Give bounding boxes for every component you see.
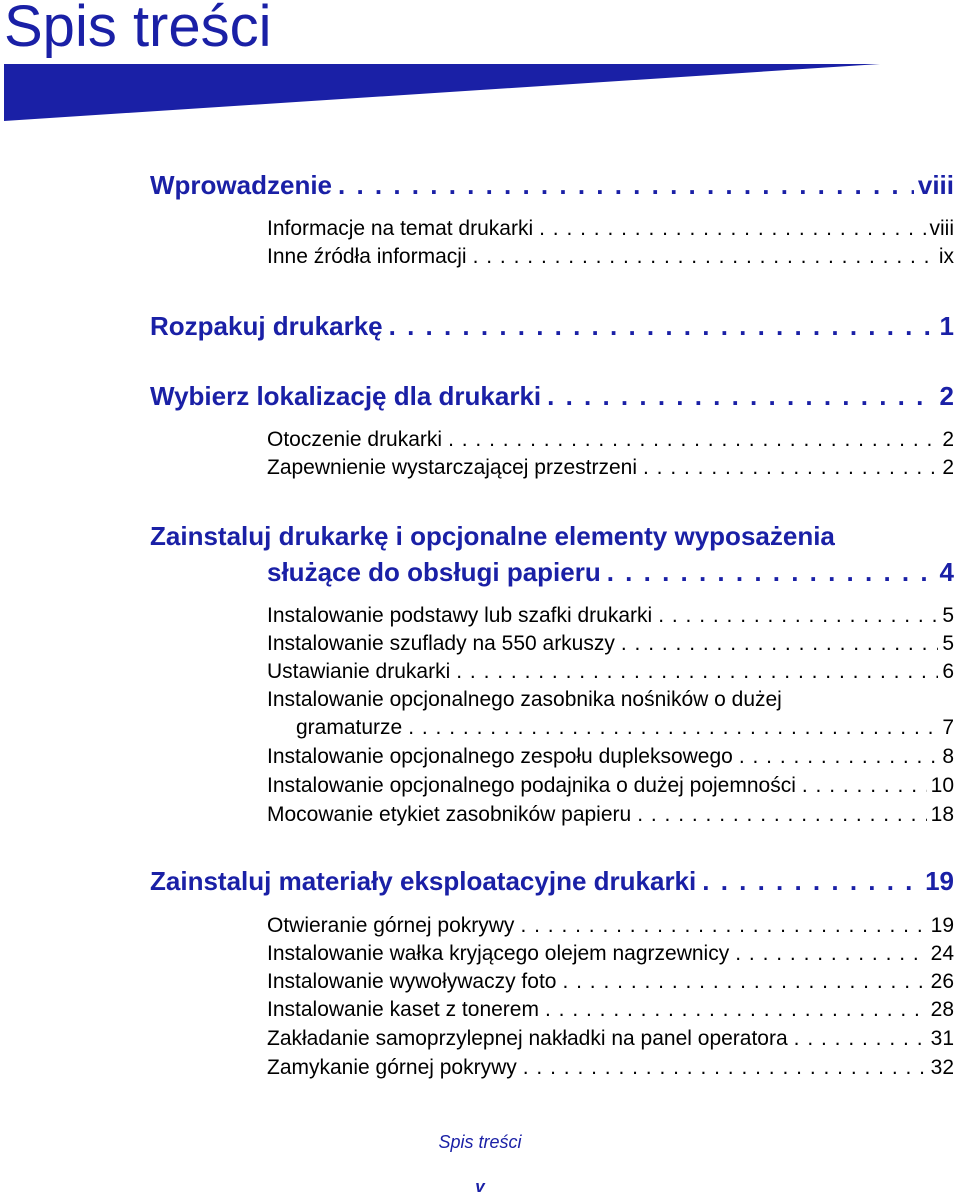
toc-chapter-intro[interactable] (150, 169, 954, 201)
toc-label: Zakładanie samoprzylepnej nakładki na panel operatora (267, 1027, 788, 1050)
toc-page-number: 26 (930, 970, 954, 993)
toc-leader (408, 715, 938, 741)
toc-section-heavy-tray[interactable] (296, 715, 954, 741)
toc-chapter-supplies[interactable] (150, 865, 954, 897)
toc-label: Wybierz lokalizację dla drukarki (150, 381, 542, 411)
toc-label: Otwieranie górnej pokrywy (267, 914, 515, 937)
toc-leader (545, 997, 927, 1023)
toc-page-number: viii (917, 170, 954, 200)
toc-section-labels[interactable] (267, 802, 954, 828)
toc-label: Zainstaluj materiały eksploatacyjne drukarki (150, 866, 697, 896)
toc-label: Rozpakuj drukarkę (150, 311, 383, 341)
toc-page-number: 24 (930, 942, 954, 965)
toc-leader (520, 913, 926, 939)
toc-page-number: viii (929, 217, 954, 240)
toc-section-heavy-tray-line1[interactable]: Instalowanie opcjonalnego zasobnika nośników o dużej (267, 688, 782, 711)
toc-leader (338, 169, 914, 201)
toc-section-duplex[interactable] (267, 744, 954, 770)
toc-leader (456, 659, 938, 685)
toc-label: Otoczenie drukarki (267, 428, 443, 451)
toc-page-number: 5 (942, 604, 954, 627)
toc-page-number: 2 (942, 456, 954, 479)
toc-label: Mocowanie etykiet zasobników papieru (267, 803, 632, 826)
toc-section-photo[interactable] (267, 969, 954, 995)
toc-page-number: 19 (930, 914, 954, 937)
toc-page-number: 18 (930, 803, 954, 826)
toc-label: Wprowadzenie (150, 170, 333, 200)
toc-page-number: 4 (939, 557, 954, 587)
toc-page-number: 2 (942, 428, 954, 451)
toc-leader (802, 773, 927, 799)
toc-leader (621, 631, 938, 657)
toc-label: Instalowanie kaset z tonerem (267, 998, 539, 1021)
toc-leader (448, 427, 938, 453)
toc-leader (523, 1055, 927, 1081)
toc-label: Instalowanie podstawy lub szafki drukarki (267, 604, 653, 627)
toc-label: Instalowanie opcjonalnego podajnika o dużej pojemności (267, 774, 796, 797)
toc-page-number: ix (938, 245, 954, 268)
header-wedge (4, 64, 880, 121)
toc-leader (607, 556, 936, 588)
toc-chapter-install-line1[interactable]: Zainstaluj drukarkę i opcjonalne elementy wyposażenia (150, 521, 835, 551)
toc-label: Informacje na temat drukarki (267, 217, 534, 240)
toc-section-close-cover[interactable] (267, 1055, 954, 1081)
toc-label: Instalowanie wałka kryjącego olejem nagrzewnicy (267, 942, 730, 965)
toc-section-toner[interactable] (267, 997, 954, 1023)
toc-label: gramaturze (296, 716, 403, 739)
toc-section-open-cover[interactable] (267, 913, 954, 939)
toc-page-number: 6 (942, 660, 954, 683)
toc-label: Inne źródła informacji (267, 245, 467, 268)
toc-label: Zapewnienie wystarczającej przestrzeni (267, 456, 637, 479)
toc-page-number: 28 (930, 998, 954, 1021)
toc-label: służące do obsługi papieru (267, 557, 601, 587)
toc-chapter-install[interactable] (267, 556, 954, 588)
toc-section-drawer[interactable] (267, 631, 954, 657)
toc-page-number: 7 (942, 716, 954, 739)
toc-page-number: 19 (925, 866, 954, 896)
toc-section-hc-feeder[interactable] (267, 773, 954, 799)
toc-leader (794, 1026, 927, 1052)
toc-chapter-location[interactable] (150, 380, 954, 412)
toc-section-surroundings[interactable] (267, 427, 954, 453)
toc-page-number: 31 (930, 1027, 954, 1050)
toc-leader (739, 744, 938, 770)
toc-section-overlay[interactable] (267, 1026, 954, 1052)
toc-leader (547, 380, 935, 412)
toc-section-space[interactable] (267, 455, 954, 481)
toc-label: Ustawianie drukarki (267, 660, 451, 683)
toc-leader (473, 244, 935, 270)
toc-leader (735, 941, 926, 967)
toc-page-number: 2 (939, 381, 954, 411)
footer-title: Spis treści (438, 1132, 522, 1152)
footer-page-number: v (475, 1177, 485, 1196)
toc-page-number: 5 (942, 632, 954, 655)
toc-section-setup[interactable] (267, 659, 954, 685)
toc-chapter-unpack[interactable] (150, 310, 954, 342)
toc-leader (389, 310, 936, 342)
toc-leader (702, 865, 921, 897)
toc-leader (539, 216, 925, 242)
toc-section-other-sources[interactable] (267, 244, 954, 270)
toc-leader (637, 802, 926, 828)
toc-section-info-printer[interactable] (267, 216, 954, 242)
toc-label: Instalowanie wywoływaczy foto (267, 970, 557, 993)
page-title: Spis treści (4, 0, 272, 59)
toc-label: Instalowanie szuflady na 550 arkuszy (267, 632, 615, 655)
toc-page-number: 1 (939, 311, 954, 341)
toc-section-base[interactable] (267, 603, 954, 629)
toc-label: Zamykanie górnej pokrywy (267, 1056, 517, 1079)
toc-page-number: 10 (930, 774, 954, 797)
toc-leader (562, 969, 926, 995)
toc-label: Instalowanie opcjonalnego zespołu dupleksowego (267, 745, 733, 768)
toc-leader (643, 455, 938, 481)
toc-page-number: 8 (942, 745, 954, 768)
toc-leader (658, 603, 938, 629)
toc-section-oil-roller[interactable] (267, 941, 954, 967)
toc-page-number: 32 (930, 1056, 954, 1079)
